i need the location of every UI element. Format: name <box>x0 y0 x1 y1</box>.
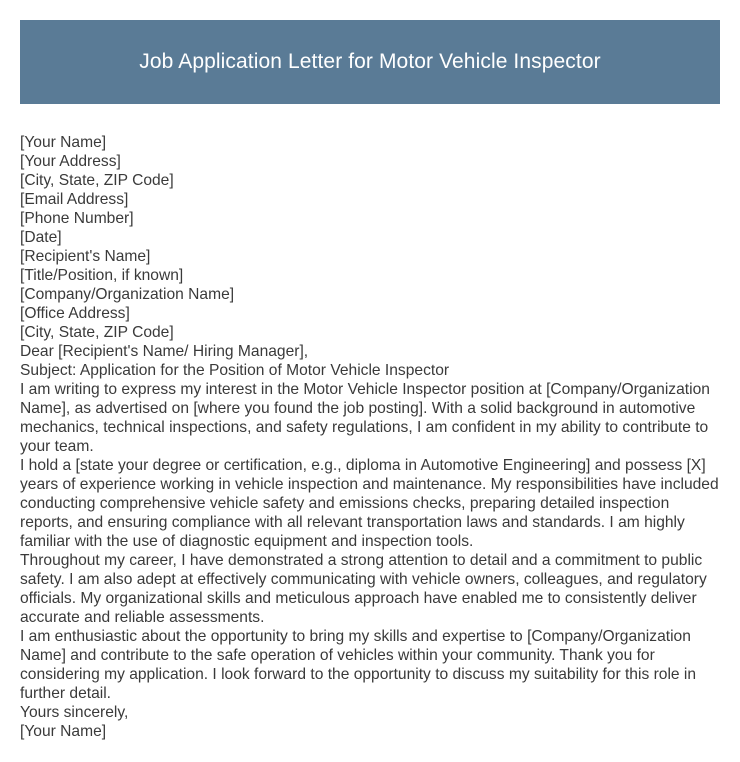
signature-name: [Your Name] <box>20 723 107 740</box>
sender-email: [Email Address] <box>20 191 129 208</box>
page-title: Job Application Letter for Motor Vehicle Inspector <box>139 50 601 73</box>
body-paragraph-qualifications: I hold a [state your degree or certification, e.g., diploma in Automotive Engineering] and possess [X] years of experience working in vehicle inspection and maintenance. My responsibilities have included conducting comprehensive vehicle safety and emissions checks, preparing detailed inspection reports, and ensuring compliance with all relevant transportation laws and standards. I am highly familiar with the use of diagnostic equipment and inspection tools. <box>20 457 719 550</box>
recipient-company: [Company/Organization Name] <box>20 286 235 303</box>
sender-name: [Your Name] <box>20 134 107 151</box>
closing: Yours sincerely, <box>20 704 129 721</box>
title-banner <box>20 20 720 104</box>
sender-address: [Your Address] <box>20 153 121 170</box>
letter-date: [Date] <box>20 229 62 246</box>
salutation: Dear [Recipient's Name/ Hiring Manager], <box>20 343 309 360</box>
body-paragraph-skills: Throughout my career, I have demonstrated a strong attention to detail and a commitment to public safety. I am also adept at effectively communicating with vehicle owners, colleagues, and regulatory officials. My organizational skills and meticulous approach have enabled me to consistently deliver accurate and reliable assessments. <box>20 552 707 626</box>
recipient-title: [Title/Position, if known] <box>20 267 184 284</box>
body-paragraph-closing: I am enthusiastic about the opportunity to bring my skills and expertise to [Company/Organization Name] and contribute to the safe operation of vehicles within your community. Thank you for considering my application. I look forward to the opportunity to discuss my suitability for this role in further detail. <box>20 628 697 702</box>
body-paragraph-intro: I am writing to express my interest in the Motor Vehicle Inspector position at [Company/Organization Name], as advertised on [where you found the job posting]. With a solid background in automotive mechanics, technical inspections, and safety regulations, I am confident in my ability to contribute to your team. <box>20 381 710 455</box>
recipient-city-state-zip: [City, State, ZIP Code] <box>20 324 174 341</box>
sender-phone: [Phone Number] <box>20 210 134 227</box>
recipient-name: [Recipient's Name] <box>20 248 151 265</box>
subject-line: Subject: Application for the Position of Motor Vehicle Inspector <box>20 362 450 379</box>
sender-city-state-zip: [City, State, ZIP Code] <box>20 172 174 189</box>
letter-body <box>20 133 722 741</box>
recipient-address: [Office Address] <box>20 305 130 322</box>
